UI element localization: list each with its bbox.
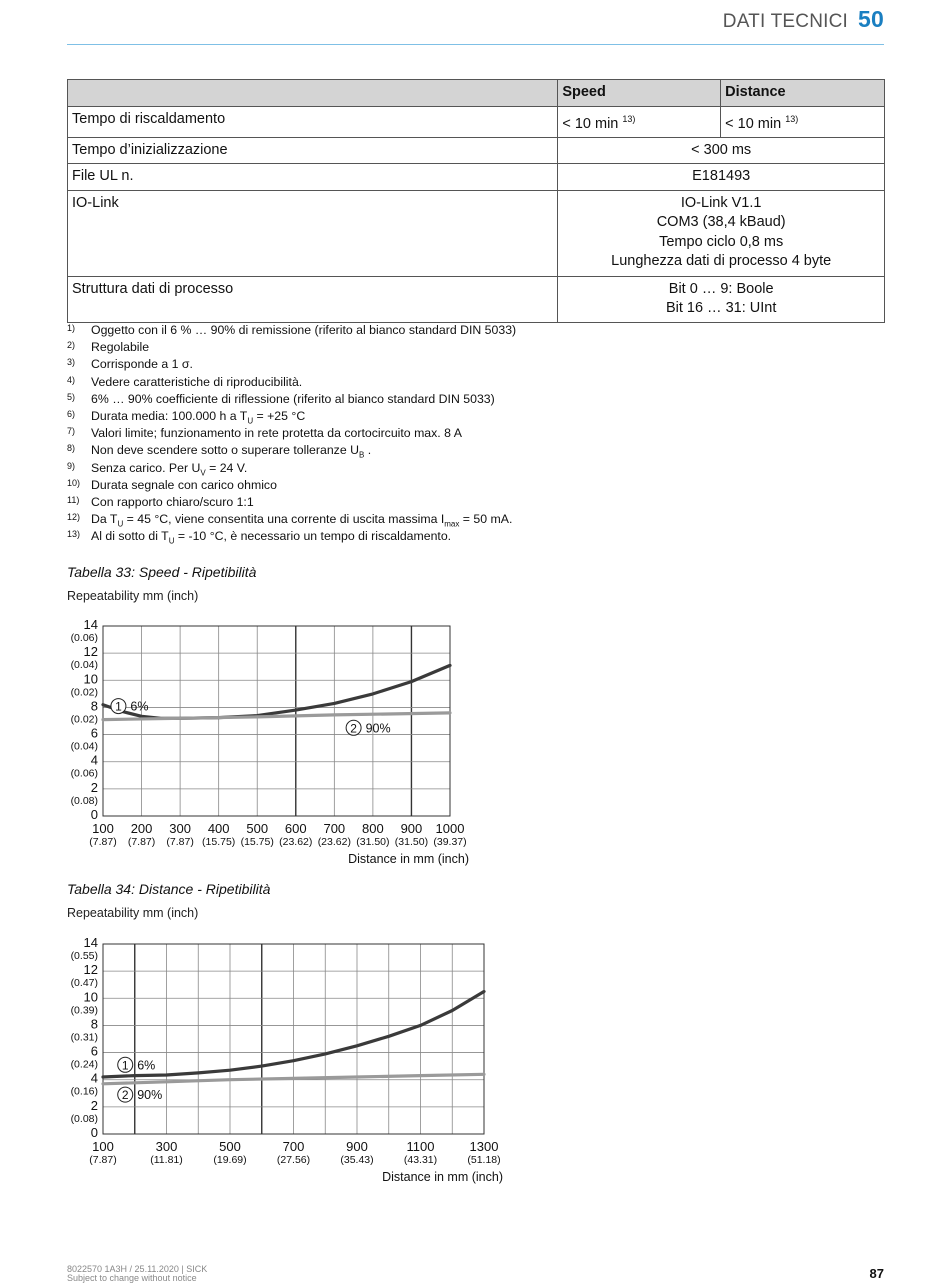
y-tick-sublabel: (0.04) [70,659,98,672]
header-rule [67,44,884,45]
y-tick-label: 14 [83,617,98,632]
y-tick-sublabel: (0.06) [70,632,98,644]
footnote [67,391,516,408]
x-tick-sublabel: (39.37) [433,836,467,848]
x-tick-label: 900 [346,1139,368,1154]
x-tick-label: 100 [92,821,114,836]
x-tick-label: 100 [92,1139,114,1154]
x-tick-label: 300 [155,1139,178,1154]
footnote-text [91,511,512,528]
text-part: . [364,443,372,458]
page-number: 87 [869,1266,884,1281]
footnote [67,356,516,373]
y-tick-label: 14 [83,935,98,950]
text-part: = +25 °C [253,408,306,423]
footer-doc-info [67,1265,207,1283]
table-header-cell: Speed [558,80,721,107]
series-marker-number: 2 [350,721,357,736]
x-tick-sublabel: (23.62) [279,836,313,848]
section-number: 50 [858,6,884,32]
value-line: IO-Link V1.1 [680,194,762,211]
footnote-number: 7) [67,426,76,437]
x-axis-label: Distance in mm (inch) [348,852,469,866]
text-part: Non deve scendere sotto o superare tolleranze U [91,443,359,458]
distance-repeatability-chart [60,930,520,1185]
series-label: 90% [137,1088,163,1103]
series-label: 6% [137,1058,156,1073]
text-part: Senza carico. Per U [91,460,201,475]
footnote-number: 12) [67,512,81,523]
x-tick-label: 300 [169,821,191,836]
footnote-number: 4) [67,374,76,385]
x-tick-label: 900 [400,821,423,836]
table-header-row [68,80,885,107]
subscript: U [168,536,175,546]
x-tick-label: 200 [130,821,153,836]
y-tick-label: 12 [83,962,98,978]
series-marker-number: 1 [121,1058,129,1073]
subscript: V [200,467,206,477]
y-tick-sublabel: (0.02) [70,713,98,726]
value-line: Bit 0 … 9: Boole [668,280,774,297]
x-tick-sublabel: (35.43) [340,1154,374,1166]
x-tick-label: 500 [246,821,269,836]
row-value [558,276,885,322]
x-tick-label: 700 [323,821,346,836]
table-row [68,164,885,191]
table-row [68,190,885,276]
footnote [67,425,516,442]
text-part: = 50 mA. [459,512,513,527]
spec-table [67,79,885,323]
row-value [558,190,885,276]
text-part: Durata media: 100.000 h a T [91,408,248,423]
table-row [68,276,885,322]
x-tick-sublabel: (7.87) [127,836,156,848]
y-tick-sublabel: (0.06) [70,767,98,780]
footnote-text: Valori limite; funzionamento in rete protetta da cortocircuito max. 8 A [91,426,462,441]
y-tick-sublabel: (0.55) [70,950,98,962]
y-tick-label: 8 [90,1016,98,1032]
footnote-text [91,442,371,459]
x-tick-label: 1300 [469,1139,499,1154]
series-label: 90% [365,721,391,736]
y-tick-sublabel: (0.47) [70,977,98,990]
chart-y-axis-label: Repeatability mm (inch) [67,906,199,920]
text-part: Al di sotto di T [91,529,169,544]
row-label: File UL n. [68,164,558,191]
footnote-text: Vedere caratteristiche di riproducibilità. [91,374,303,389]
y-tick-label: 0 [90,1125,98,1140]
footnote-number: 9) [67,460,76,471]
value-line: < 300 ms [691,141,752,158]
footnote-text [91,460,247,477]
footnote [67,494,516,511]
chart-caption: Tabella 34: Distance - Ripetibilità [67,881,271,897]
footer-doc-ref: 8022570 1A3H / 25.11.2020 | SICK [67,1264,208,1274]
footnote [67,339,516,356]
x-tick-sublabel: (19.69) [213,1154,247,1166]
text-part: = 24 V. [205,460,248,475]
footnote-text: Regolabile [91,340,150,355]
y-tick-label: 8 [90,698,98,714]
y-tick-label: 10 [83,671,98,687]
subscript: max [444,519,460,529]
y-tick-sublabel: (0.02) [70,686,98,699]
grid [103,944,484,1134]
footer-notice: Subject to change without notice [67,1273,197,1283]
row-value [721,106,885,137]
y-tick-label: 10 [83,989,98,1005]
y-tick-label: 2 [90,779,98,795]
y-tick-sublabel: (0.08) [70,1112,98,1125]
series-label: 6% [130,699,149,714]
table-row [68,106,885,137]
x-tick-sublabel: (11.81) [150,1154,183,1166]
footnote-number: 2) [67,340,76,351]
footnote-number: 5) [67,391,76,402]
row-label: Tempo di riscaldamento [68,106,558,137]
subscript: U [117,519,124,529]
value-line: Bit 16 … 31: UInt [665,300,777,317]
x-tick-sublabel: (7.87) [89,1154,117,1166]
x-tick-label: 700 [282,1139,305,1154]
footnote-ref: 13) [622,113,636,124]
y-tick-label: 6 [90,1043,98,1059]
chart-caption: Tabella 33: Speed - Ripetibilità [67,564,257,580]
text-part: = -10 °C, è necessario un tempo di riscaldamento. [174,529,452,544]
value-line: Lunghezza dati di processo 4 byte [611,253,832,270]
y-tick-sublabel: (0.16) [70,1085,98,1098]
footnote [67,511,516,528]
grid [103,626,450,816]
running-header [723,6,884,33]
footnote [67,374,516,391]
table-header-cell: Distance [721,80,885,107]
row-label: IO-Link [68,190,558,276]
value-line: E181493 [692,168,751,185]
y-tick-sublabel: (0.24) [70,1058,98,1071]
plot-frame [103,626,450,816]
y-tick-label: 0 [90,807,98,822]
footnote-number: 1) [67,323,76,333]
series-marker-number: 1 [115,699,122,714]
footnote-number: 8) [67,443,76,454]
row-label: Struttura dati di processo [68,276,558,322]
x-tick-sublabel: (7.87) [89,836,117,848]
x-tick-label: 600 [284,821,307,836]
footnote-text: Con rapporto chiaro/scuro 1:1 [91,494,254,509]
row-label: Tempo d’inizializzazione [68,137,558,164]
x-tick-label: 800 [362,821,384,836]
footnote-text [91,528,451,545]
footnote-number: 3) [67,357,76,368]
x-tick-sublabel: (7.87) [166,836,194,848]
footnote-text: Durata segnale con carico ohmico [91,477,277,492]
speed-repeatability-chart [60,612,480,872]
x-tick-label: 1000 [435,821,465,836]
x-tick-sublabel: (43.31) [403,1154,438,1166]
row-value [558,137,885,164]
x-tick-sublabel: (51.18) [467,1154,501,1166]
subscript: U [247,416,254,426]
series-line [103,665,450,718]
y-tick-sublabel: (0.08) [70,794,98,807]
y-tick-label: 4 [90,752,98,768]
value-line: COM3 (38,4 kBaud) [656,214,786,231]
text-part: Da T [91,512,118,527]
x-tick-label: 1100 [406,1139,435,1154]
table-row [68,137,885,164]
x-tick-label: 400 [207,821,230,836]
footnote-number: 11) [67,494,80,505]
footnote [67,442,516,459]
footnote-text [91,408,305,425]
y-tick-label: 6 [90,725,98,741]
row-value [558,164,885,191]
footnote [67,322,516,339]
footnote-number: 13) [67,529,81,540]
value-text: < 10 min [725,115,782,132]
footnote [67,408,516,425]
footnote-text: Oggetto con il 6 % … 90% di remissione (riferito al bianco standard DIN 5033) [91,323,517,337]
footnote-text: Corrisponde a 1 σ. [91,357,193,372]
subscript: B [358,450,365,460]
x-tick-sublabel: (15.75) [202,836,236,848]
footnote [67,528,516,545]
table-header-cell [68,80,558,107]
series-marker-number: 2 [121,1088,129,1103]
footnote-text: 6% … 90% coefficiente di riflessione (riferito al bianco standard DIN 5033) [91,391,495,406]
footnote-number: 6) [67,408,76,419]
x-tick-sublabel: (15.75) [240,836,274,848]
x-tick-sublabel: (27.56) [276,1154,311,1166]
x-tick-sublabel: (31.50) [394,836,429,848]
footnote [67,460,516,477]
y-tick-label: 2 [90,1097,98,1113]
x-tick-sublabel: (31.50) [356,836,390,848]
x-tick-label: 500 [219,1139,241,1154]
row-value [558,106,721,137]
y-tick-sublabel: (0.39) [70,1004,98,1017]
x-axis-label: Distance in mm (inch) [382,1170,503,1184]
value-text: < 10 min [562,115,619,132]
section-title: DATI TECNICI [722,11,849,32]
footnotes [67,322,516,545]
chart-y-axis-label: Repeatability mm (inch) [67,589,199,603]
y-tick-sublabel: (0.31) [70,1031,98,1044]
footnote-number: 10) [67,477,81,488]
y-tick-label: 4 [90,1070,98,1086]
x-tick-sublabel: (23.62) [317,836,351,848]
value-line: Tempo ciclo 0,8 ms [659,233,784,250]
y-tick-label: 12 [83,644,98,660]
footnote-ref: 13) [785,113,799,124]
y-tick-sublabel: (0.04) [70,740,98,753]
footnote [67,477,516,494]
text-part: = 45 °C, viene consentita una corrente di uscita massima I [123,512,445,527]
